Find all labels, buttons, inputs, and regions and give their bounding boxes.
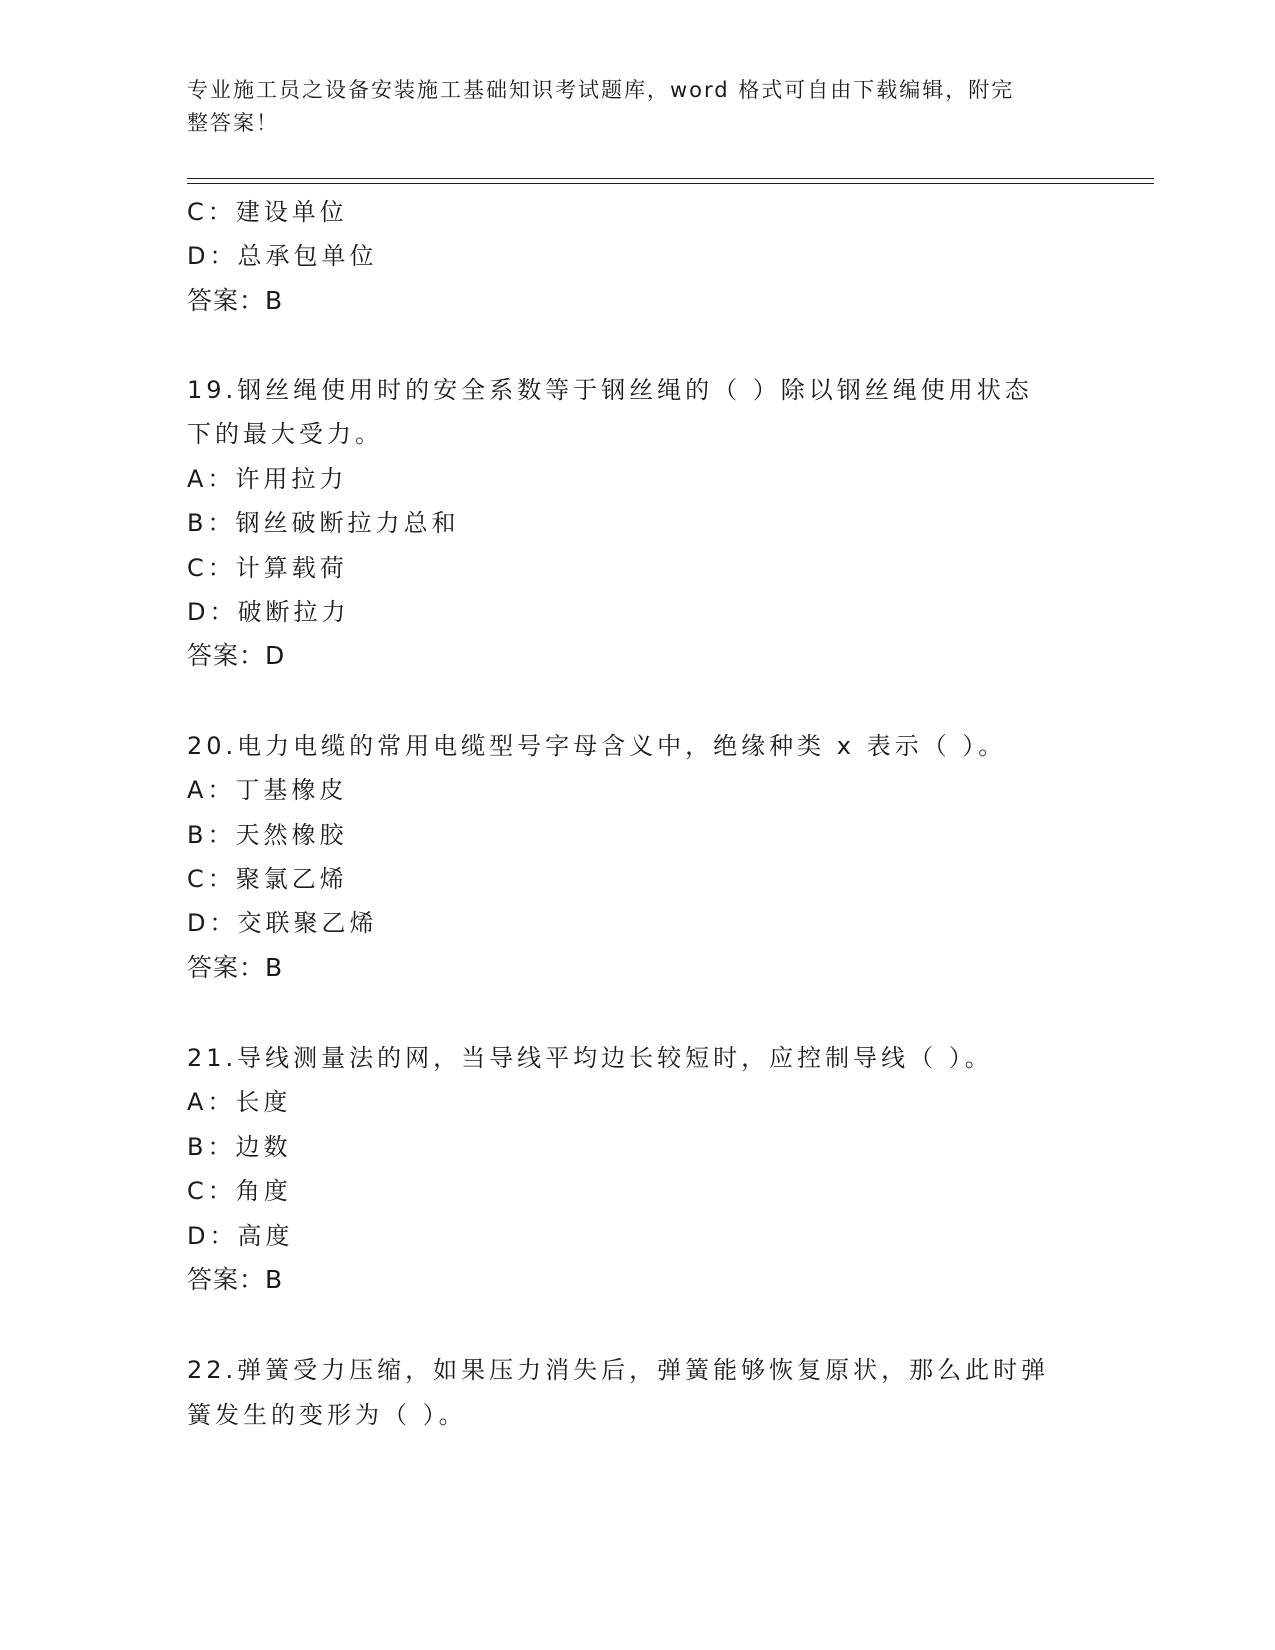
question-stem-22-line-1: 22.弹簧受力压缩，如果压力消失后，弹簧能够恢复原状，那么此时弹: [187, 1356, 1050, 1384]
option-c: C：建设单位: [187, 198, 348, 226]
document-header: [187, 74, 1067, 140]
header-line-2: 整答案！: [187, 111, 279, 135]
question-stem-22-line-2: 簧发生的变形为（ ）。: [187, 1401, 467, 1429]
option-a: A：丁基橡皮: [187, 776, 348, 804]
option-d: D：总承包单位: [187, 242, 378, 270]
header-rule-bottom: [187, 183, 1154, 184]
option-d: D：交联聚乙烯: [187, 909, 378, 937]
answer: 答案：B: [187, 953, 284, 982]
option-c: C：计算载荷: [187, 554, 348, 582]
question-stem-19-line-2: 下的最大受力。: [187, 420, 383, 448]
option-c: C：角度: [187, 1177, 292, 1205]
option-b: B：边数: [187, 1133, 292, 1161]
option-b: B：天然橡胶: [187, 821, 348, 849]
option-b: B：钢丝破断拉力总和: [187, 509, 460, 537]
header-line-1: 专业施工员之设备安装施工基础知识考试题库，word 格式可自由下载编辑，附完: [187, 78, 1015, 102]
option-a: A：长度: [187, 1088, 292, 1116]
option-d: D：破断拉力: [187, 598, 350, 626]
question-stem-19-line-1: 19.钢丝绳使用时的安全系数等于钢丝绳的（ ）除以钢丝绳使用状态: [187, 376, 1033, 404]
answer: 答案：D: [187, 641, 286, 670]
option-d: D：高度: [187, 1222, 294, 1250]
answer: 答案：B: [187, 1265, 284, 1294]
option-c: C：聚氯乙烯: [187, 865, 348, 893]
question-stem-20: 20.电力电缆的常用电缆型号字母含义中，绝缘种类 x 表示（ ）。: [187, 732, 1007, 760]
option-a: A：许用拉力: [187, 465, 348, 493]
header-rule-top: [187, 178, 1154, 179]
answer: 答案：B: [187, 286, 284, 315]
question-stem-21: 21.导线测量法的网，当导线平均边长较短时，应控制导线（ ）。: [187, 1044, 993, 1072]
